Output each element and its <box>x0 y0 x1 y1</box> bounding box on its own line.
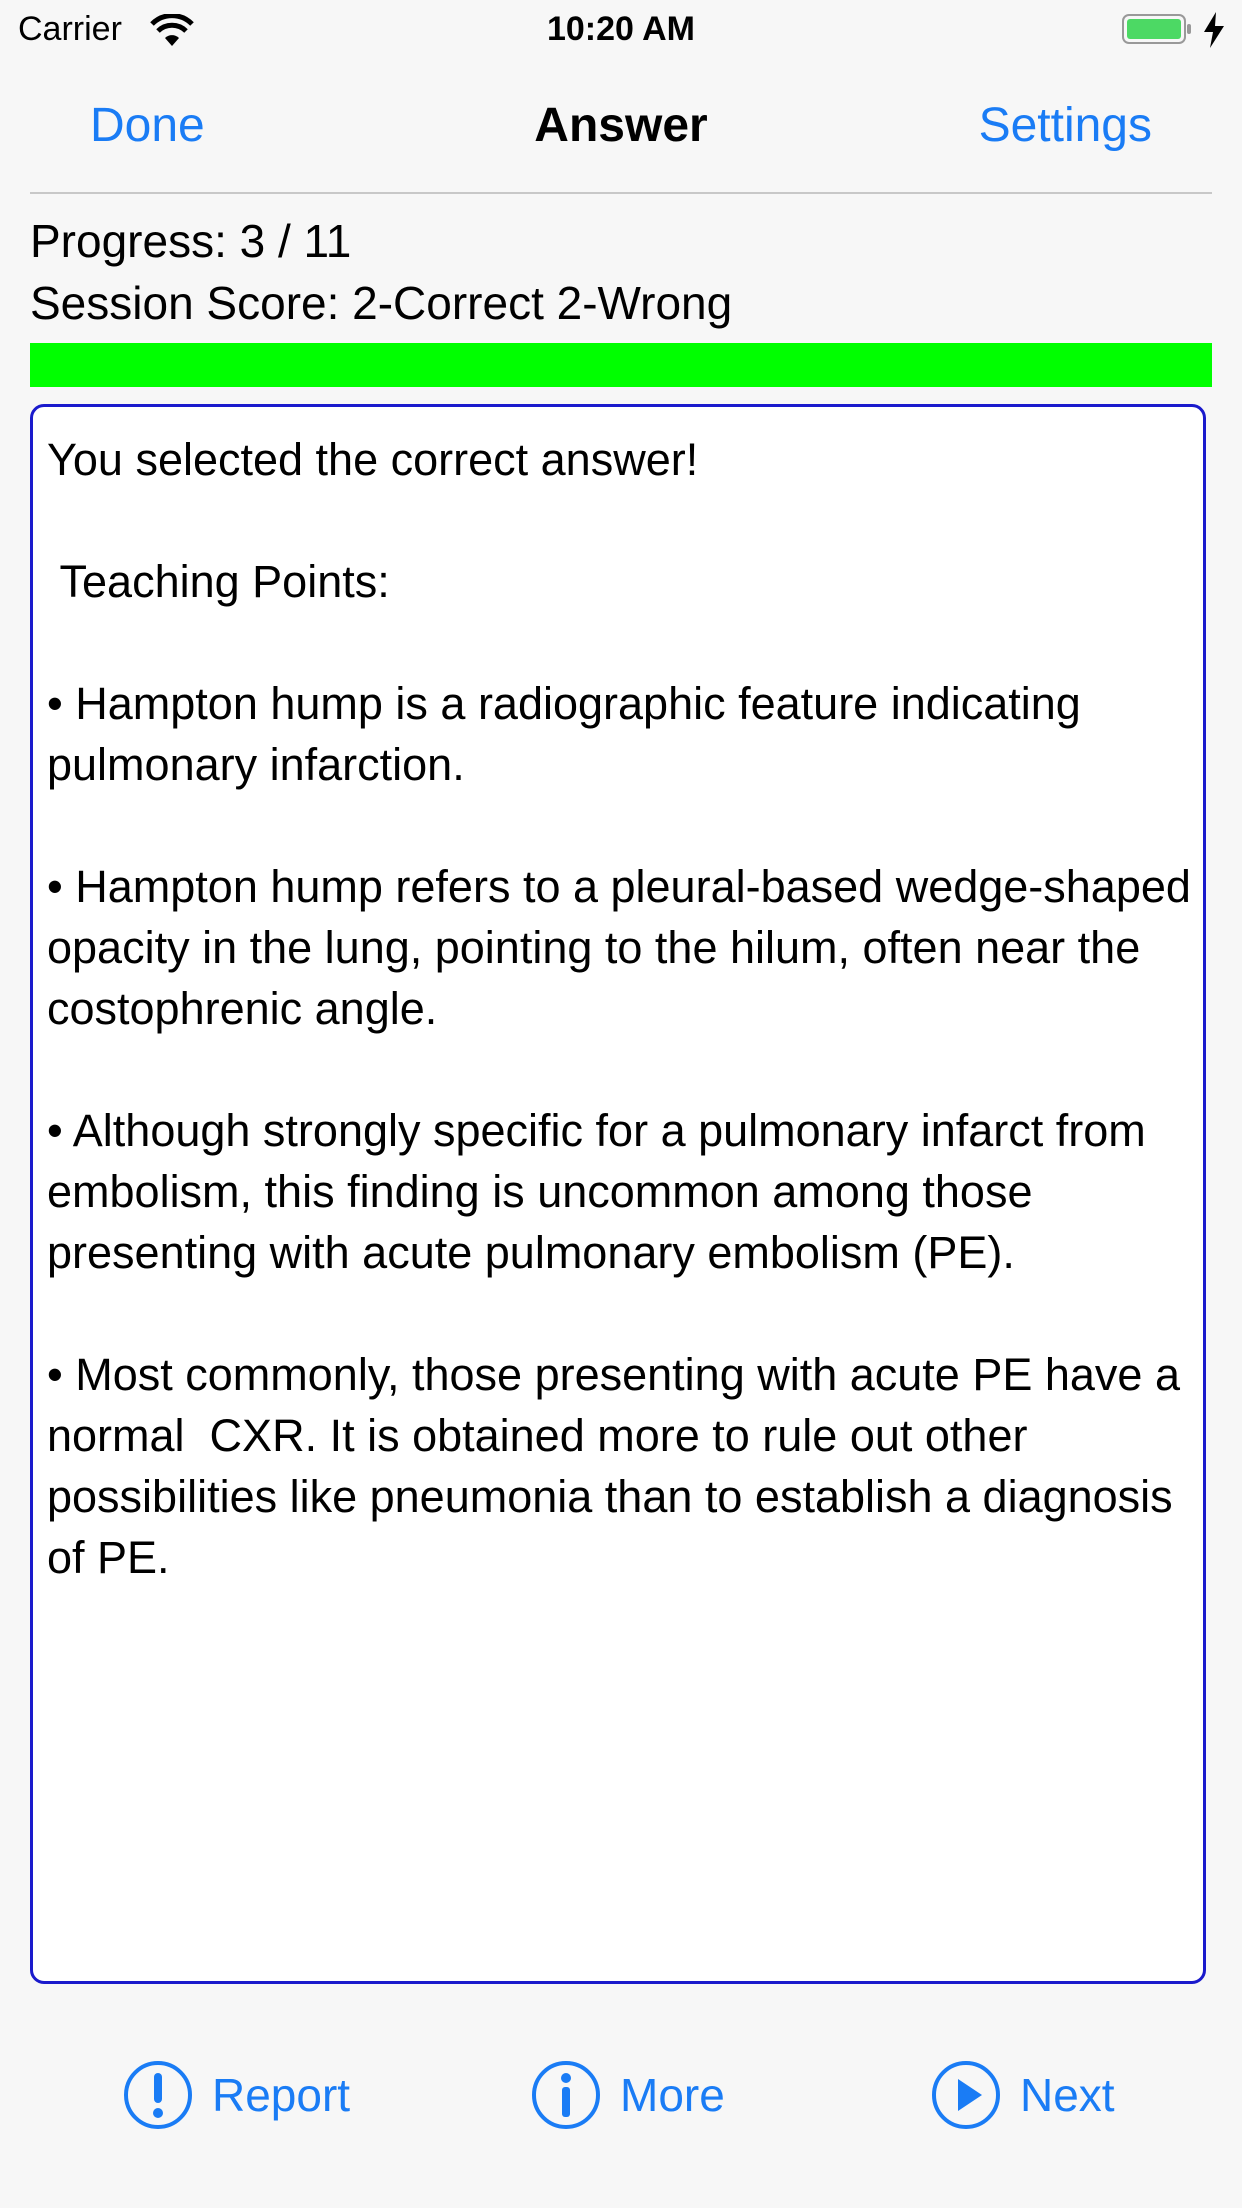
info-circle-icon <box>530 2059 602 2131</box>
progress-info <box>30 210 732 334</box>
charging-bolt-icon <box>1202 12 1226 48</box>
report-button[interactable] <box>122 2050 350 2140</box>
progress-bar <box>30 343 1212 387</box>
next-label: Next <box>1020 2069 1115 2121</box>
answer-text-view[interactable] <box>30 404 1206 1984</box>
carrier-label: Carrier <box>18 10 122 48</box>
status-bar <box>0 0 1242 60</box>
settings-button[interactable]: Settings <box>978 99 1152 152</box>
progress-bar-fill <box>30 343 1212 387</box>
done-button[interactable]: Done <box>90 99 205 152</box>
navigation-bar <box>30 62 1212 194</box>
bottom-toolbar <box>0 2050 1242 2140</box>
report-label: Report <box>212 2069 351 2121</box>
answer-text: You selected the correct answer! Teaching Points: • Hampton hump is a radiographic feature indicating pulmonary infarction. • Hampton hump refers to a pleural-based wedge-shaped opacity in the lung, pointing to the hilum, often near the costophrenic angle. • Although strongly specific for a pulmonary infarct from embolism, this finding is uncommon among those presenting with acute pulmonary embolism (PE). • Most commonly, those presenting with acute PE have a normal CXR. It is obtained more to rule out other possibilities like pneumonia than to establish a diagnosis of PE. <box>47 434 1191 1583</box>
progress-label: Progress: 3 / 11 <box>30 215 352 267</box>
battery-icon <box>1122 14 1192 44</box>
page-title: Answer <box>534 99 708 152</box>
play-circle-icon <box>930 2059 1002 2131</box>
next-button[interactable] <box>930 2050 1115 2140</box>
more-button[interactable] <box>530 2050 725 2140</box>
session-score: Session Score: 2-Correct 2-Wrong <box>30 277 733 329</box>
exclamation-circle-icon <box>122 2059 194 2131</box>
status-time: 10:20 AM <box>546 10 696 48</box>
more-label: More <box>620 2069 725 2121</box>
